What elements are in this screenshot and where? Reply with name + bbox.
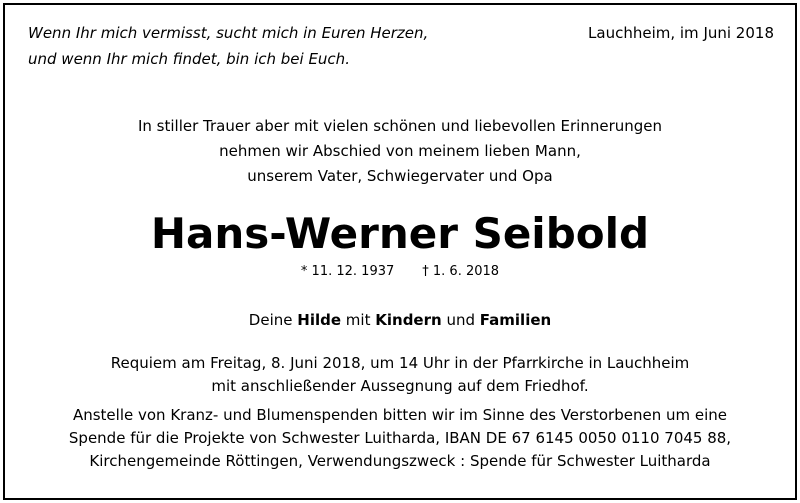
birth-date: * 11. 12. 1937 [300, 264, 395, 279]
donation-info [0, 404, 800, 473]
donation-line-2: Spende für die Projekte von Schwester Luitharda, IBAN DE 67 6145 0050 0110 7045 88, [68, 429, 732, 447]
family-word-3: und [446, 311, 476, 329]
requiem-line-2: mit anschließender Aussegnung auf dem Friedhof. [211, 377, 589, 395]
family-name-familien: Familien [479, 311, 552, 329]
family-word-2: mit [345, 311, 371, 329]
requiem-line-1: Requiem am Freitag, 8. Juni 2018, um 14 Uhr in der Pfarrkirche in Lauchheim [110, 354, 690, 372]
memorial-verse [28, 20, 428, 72]
donation-line-1: Anstelle von Kranz- und Blumenspenden bitten wir im Sinne des Verstorbenen um eine [72, 406, 728, 424]
family-name-hilde: Hilde [297, 311, 342, 329]
deceased-name: Hans-Werner Seibold [150, 209, 650, 258]
place-date: Lauchheim, im Juni 2018 [588, 24, 774, 42]
death-date: † 1. 6. 2018 [422, 264, 500, 279]
intro-text [0, 114, 800, 189]
donation-line-3: Kirchengemeinde Röttingen, Verwendungszweck : Spende für Schwester Luitharda [89, 452, 711, 470]
requiem-info [0, 352, 800, 398]
intro-line-2: nehmen wir Abschied von meinem lieben Mann, [219, 142, 581, 160]
verse-line-1: Wenn Ihr mich vermisst, sucht mich in Euren Herzen, [28, 24, 429, 42]
verse-line-2: und wenn Ihr mich findet, bin ich bei Euch. [28, 50, 350, 68]
life-dates [0, 262, 800, 282]
family-line [0, 308, 800, 332]
family-name-kindern: Kindern [375, 311, 442, 329]
intro-line-3: unserem Vater, Schwiegervater und Opa [247, 167, 553, 185]
intro-line-1: In stiller Trauer aber mit vielen schönen und liebevollen Erinnerungen [137, 117, 663, 135]
family-word-1: Deine [248, 311, 293, 329]
